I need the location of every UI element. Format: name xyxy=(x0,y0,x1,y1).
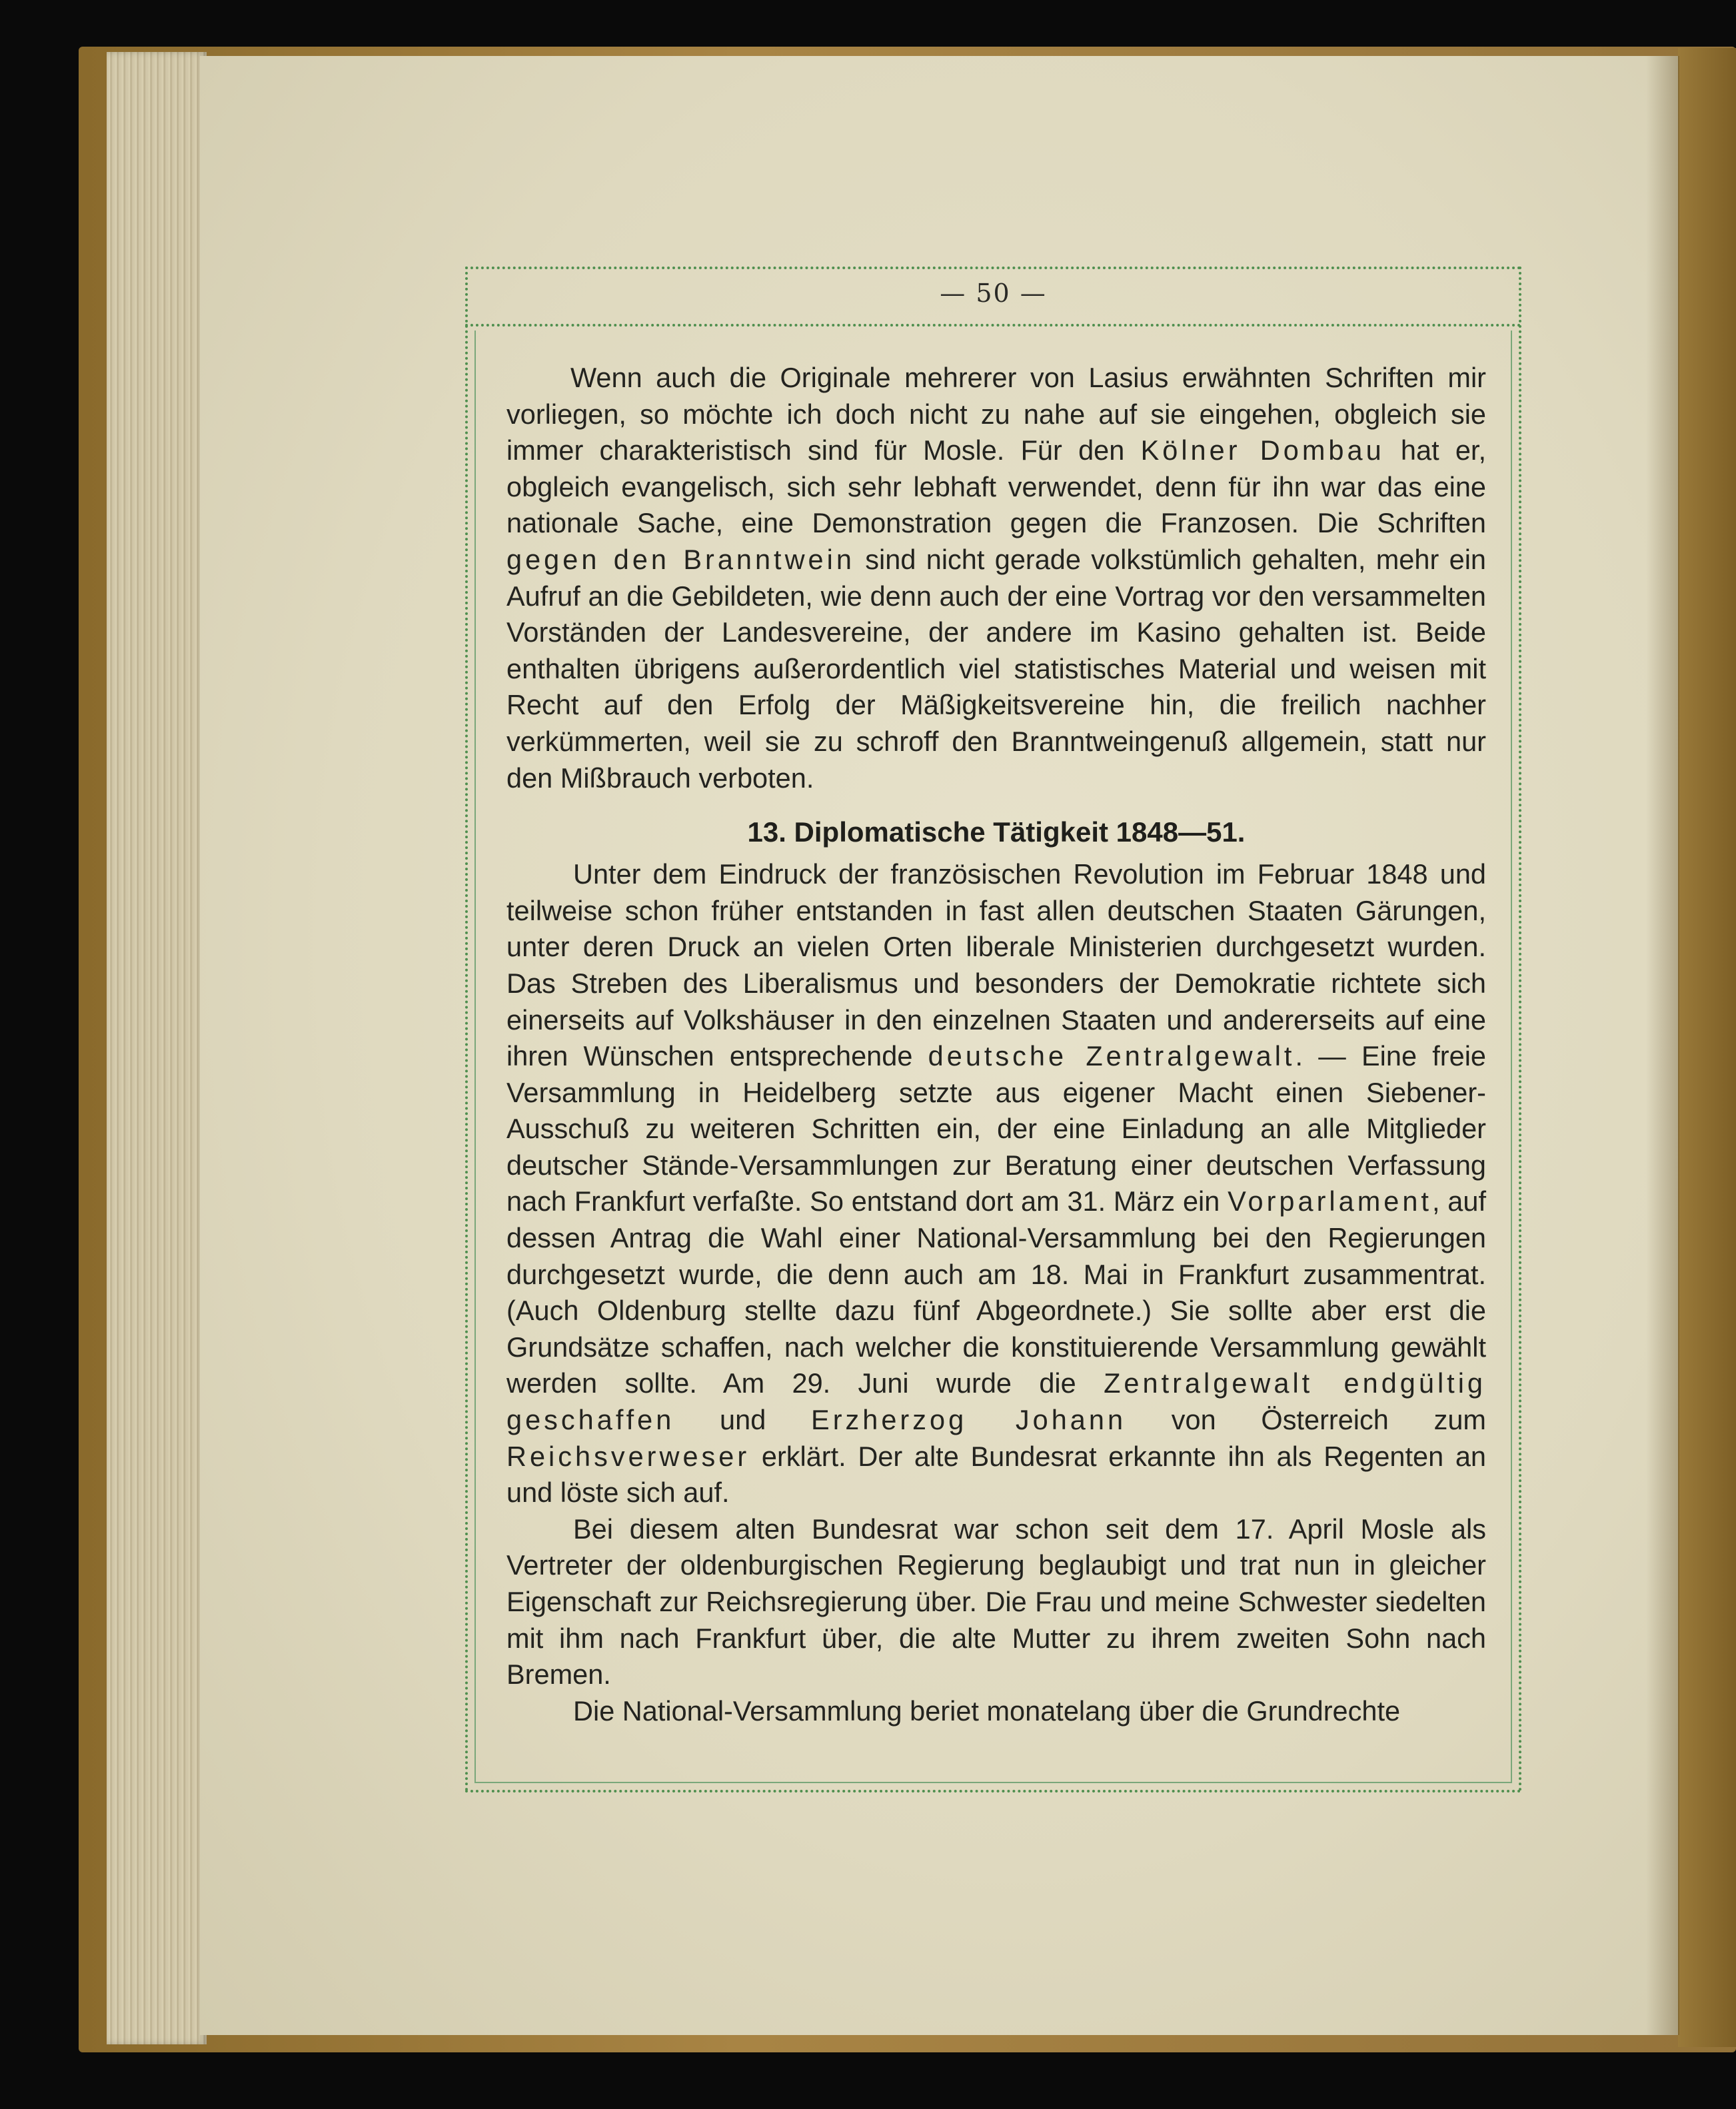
spaced-text: gegen den Branntwein xyxy=(506,543,855,575)
paragraph xyxy=(506,856,1486,1511)
text-run: Die National-Versammlung beriet monatelang über die Grundrechte xyxy=(573,1695,1401,1727)
text-run: Bei diesem alten Bundesrat war schon seit dem 17. April Mosle als Vertreter der oldenburgischen Regierung beglaubigt und trat nun in gleicher Eigenschaft zur Reichsregierung über. Die Frau und meine Schwester siedelten mit ihm nach Frankfurt über, die alte Mutter zu ihrem zweiten Sohn nach Bremen. xyxy=(506,1513,1486,1691)
paragraph xyxy=(506,1511,1486,1693)
paragraph xyxy=(506,360,1486,796)
text-run: Unter dem Eindruck der französischen Revolution im Februar 1848 und teilweise schon früher entstanden in fast allen deutschen Staaten Gärungen, unter deren Druck an vielen Orten liberale Ministerien durchgesetzt wurden. Das Streben des Liberalismus und besonders der Demokratie richtete sich einerseits auf Volkshäuser in den einzelnen Staaten und andererseits auf eine ihren Wünschen entsprechende xyxy=(506,858,1486,1072)
section-heading: 13. Diplomatische Tätigkeit 1848—51. xyxy=(747,816,1246,848)
header-separator xyxy=(465,324,1521,327)
text-run: , auf dessen Antrag die Wahl einer National-Versammlung bei den Regierungen durchgesetzt wurde, die denn auch am 18. Mai in Frankfurt zusammentrat. (Auch Oldenburg stellte dazu fünf Abgeordnete.) Sie sollte aber erst die Grundsätze schaffen, nach welcher die konstituierende Versammlung gewählt werden sollte. Am 29. Juni wurde die xyxy=(506,1185,1486,1399)
text-run: sind nicht gerade volkstümlich gehalten, mehr ein Aufruf an die Gebildeten, wie denn auch der eine Vortrag vor den versammelten Vorständen der Landesvereine, der andere im Kasino gehalten ist. Beide enthalten übrigens außerordentlich viel statistisches Material und weisen mit Recht auf den Erfolg der Mäßigkeitsvereine hin, die freilich nachher verkümmerten, weil sie zu schroff den Branntweingenuß allgemein, statt nur den Mißbrauch verboten. xyxy=(506,543,1486,794)
spaced-text: Reichsverweser xyxy=(506,1440,750,1472)
page-number: — 50 — xyxy=(940,279,1047,308)
spaced-text: Erzherzog Johann xyxy=(811,1404,1127,1436)
spaced-text: Vorparlament xyxy=(1228,1185,1432,1217)
text-run: Wenn auch die Originale mehrerer von Lasius erwähnten Schriften mir vorliegen, so möchte ich doch nicht zu nahe auf sie eingehen, obgleich sie immer charakteristisch sind für Mosle. Für den xyxy=(506,362,1486,466)
paragraphs-before xyxy=(506,360,1486,796)
text-run: . — Eine freie Versammlung in Heidelberg setzte aus eigener Macht einen Siebener-Ausschuß zu weiteren Schritten ein, der eine Einladung an alle Mitglieder deutscher Stände-Versammlungen zur Beratung einer deutschen Verfassung nach Frankfurt verfaßte. So entstand dort am 31. März ein xyxy=(506,1040,1486,1217)
body-text xyxy=(506,360,1486,1729)
spaced-text: Zentralgewalt endgültig geschaffen xyxy=(506,1367,1486,1436)
paragraphs-after xyxy=(506,856,1486,1729)
text-run: erklärt. Der alte Bundesrat erkannte ihn als Regenten an und löste sich auf. xyxy=(506,1440,1486,1509)
paragraph xyxy=(506,1693,1486,1730)
spaced-text: deutsche Zentralgewalt xyxy=(928,1040,1296,1072)
book-spine-edge xyxy=(1678,48,1736,2047)
text-run: von Österreich zum xyxy=(1126,1404,1486,1436)
text-run: hat er, obgleich evangelisch, sich sehr lebhaft verwendet, denn für ihn war das eine nationale Sache, eine Demonstration gegen die Franzosen. Die Schriften xyxy=(506,434,1486,539)
page-gutter-shadow xyxy=(1646,56,1679,2035)
text-run: und xyxy=(674,1404,812,1436)
page-edges xyxy=(107,52,207,2044)
spaced-text: Kölner Dombau xyxy=(1140,434,1385,466)
